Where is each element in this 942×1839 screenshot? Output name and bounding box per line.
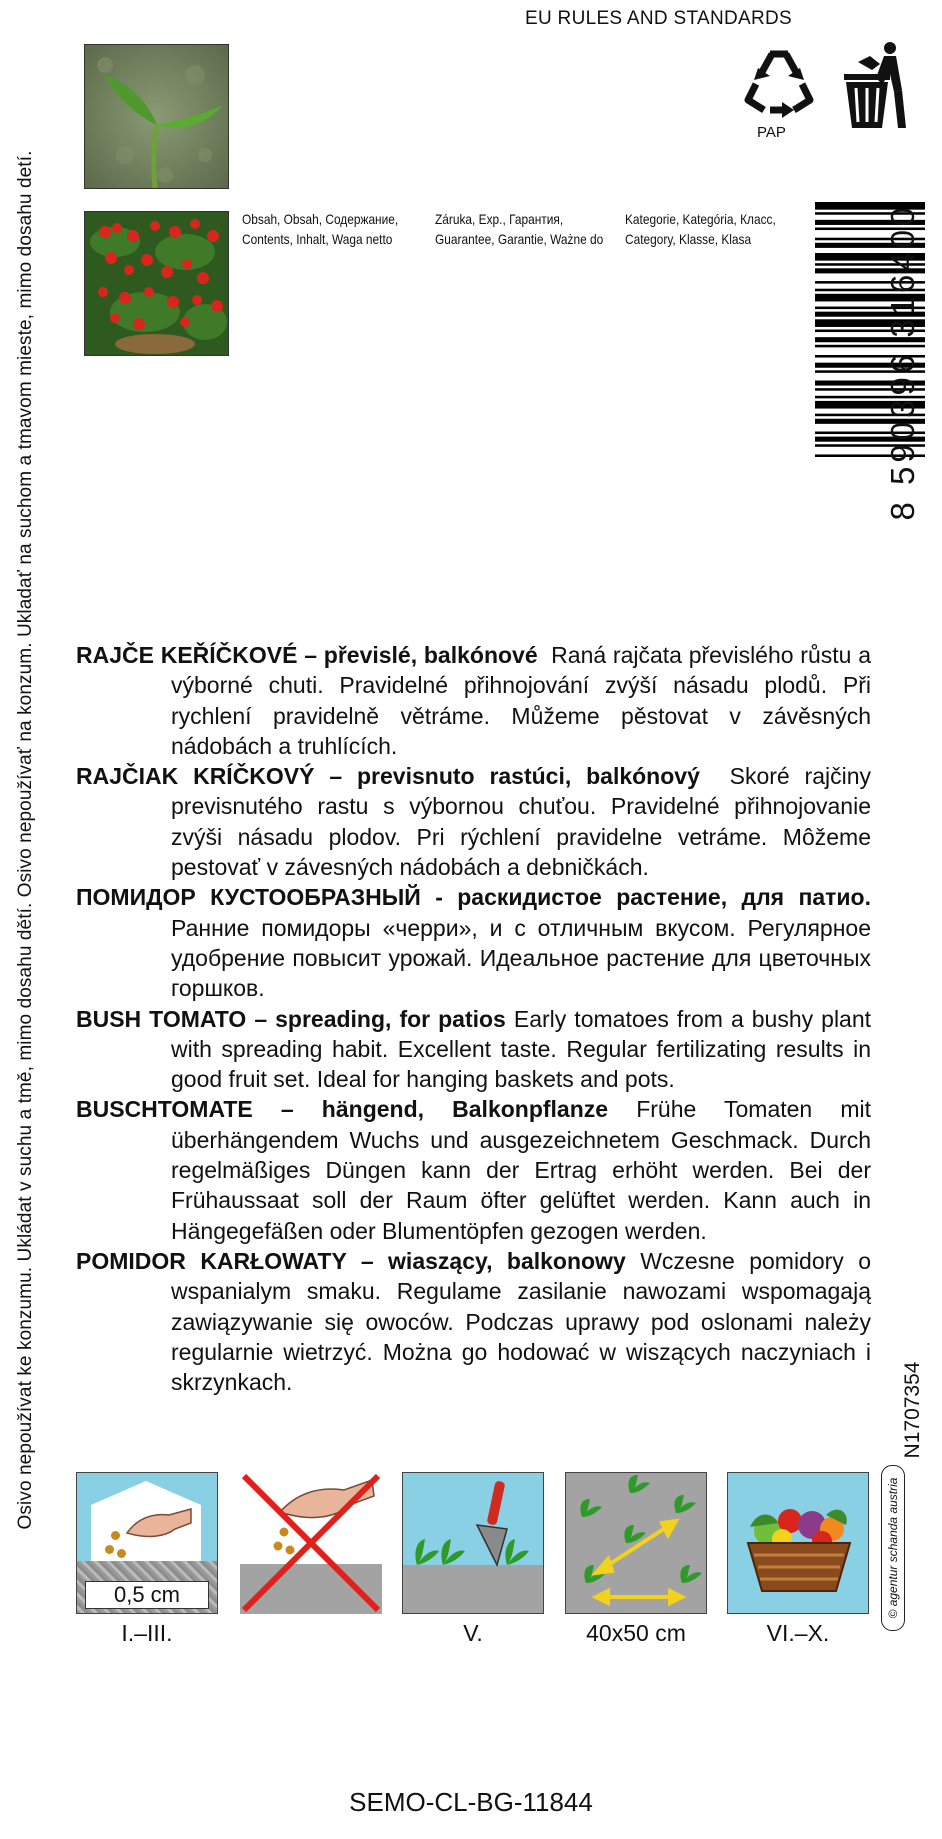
description-en: BUSH TOMATO – spreading, for patios Early tomatoes from a bushy plant with spreading habit. Excellent taste. Regular fertilizating results in good fruit set. Ideal for hanging baskets and pots. — [76, 1005, 872, 1093]
description-cz: RAJČE KEŘÍČKOVÉ – převislé, balkónové Raná rajčata převislého růstu a výborné chuti. Pravidelné přihnojování zvýší násadu plodů. Při rychlení pravidelně větráme. Můžeme pěstovat v závěsných nádobách a truhlících. — [76, 642, 871, 759]
description-ru: ПОМИДОР КУСТООБРАЗНЫЙ - раскидистое растение, для патио. Ранние помидоры «черри», и с отличным вкусом. Регулярное удобрение повысит урожай. Идеальное растение для цветочных горшков. — [76, 884, 871, 1002]
hand-icon — [125, 1503, 195, 1543]
harvest-basket-icon — [727, 1472, 869, 1614]
sowing-depth-icon — [76, 1472, 218, 1614]
tomato-plant-photo — [84, 211, 229, 356]
description-sk: RAJČIAK KRÍČKOVÝ – previsnuto rastúci, balkónový Skoré rajčiny previsnutého rastu s výbornou chuťou. Pravidelné přihnojovanie zvýši násadu plodov. Pri rýchlení pravidelne vetráme. Môžeme pestovať v závesných nádobách a debničkách. — [76, 763, 872, 881]
storage-text: Osivo nepoužívat ke konzumu. Ukládat v suchu a tmě, mimo dosahu dětí. Osivo nepoužívať na konzum. Ukladať na suchom a tmavom mieste, mimo dosahu detí. — [15, 150, 36, 1530]
guarantee-label: Záruka, Exp., Гарантия, Guarantee, Garantie, Ważne do — [435, 211, 604, 247]
caption-sowing-period: I.–III. — [121, 1620, 173, 1646]
product-code: N1707354 — [901, 1361, 924, 1459]
footer-code: SEMO-CL-BG-11844 — [349, 1787, 593, 1817]
trash-bin-icon — [836, 40, 916, 132]
contents-label: Obsah, Obsah, Содержание, Contents, Inhalt, Waga netto — [242, 211, 399, 247]
caption-harvest-period: VI.–X. — [766, 1620, 830, 1646]
no-direct-sowing-icon — [240, 1472, 382, 1614]
recycle-icon — [742, 44, 816, 118]
caption-transplanting-month: V. — [463, 1620, 483, 1646]
eu-rules-title: EU RULES AND STANDARDS — [524, 8, 792, 29]
product-descriptions — [76, 640, 871, 1397]
caption-plant-spacing: 40x50 cm — [586, 1620, 686, 1646]
seedling-photo — [84, 44, 229, 189]
sowing-depth-label: 0,5 cm — [85, 1581, 209, 1609]
pap-label: PAP — [757, 124, 786, 141]
transplanting-icon — [402, 1472, 544, 1614]
description-pl: POMIDOR KARŁOWATY – wiaszący, balkonowy Wczesne pomidory o wspanialym smaku. Regulame zasilanie nawozami wspomagają zawiązywanie się owoców. Podczas uprawy pod oslonami należy regularnie wietrzyć. Można go hodować w wiszących naczyniach i skrzynkach. — [76, 1247, 872, 1396]
description-de: BUSCHTOMATE – hängend, Balkonpflanze Frühe Tomaten mit überhängendem Wuchs und ausgezeichnetem Geschmack. Durch regelmäßiges Düngen kann der Ertrag erhöht werden. Bei der Frühaussaat soll der Raum öfter gelüftet werden. Kann auch in Hängegefäßen oder Blumentöpfen gezogen werden. — [76, 1096, 871, 1244]
storage-instructions — [0, 0, 52, 1680]
agency-credit: © agentur schanda austria — [881, 1465, 905, 1631]
plant-spacing-icon — [565, 1472, 707, 1614]
barcode-digits: 8 590396 316400 — [884, 203, 921, 521]
category-label: Kategorie, Kategória, Класс, Category, Klasse, Klasa — [625, 211, 776, 247]
